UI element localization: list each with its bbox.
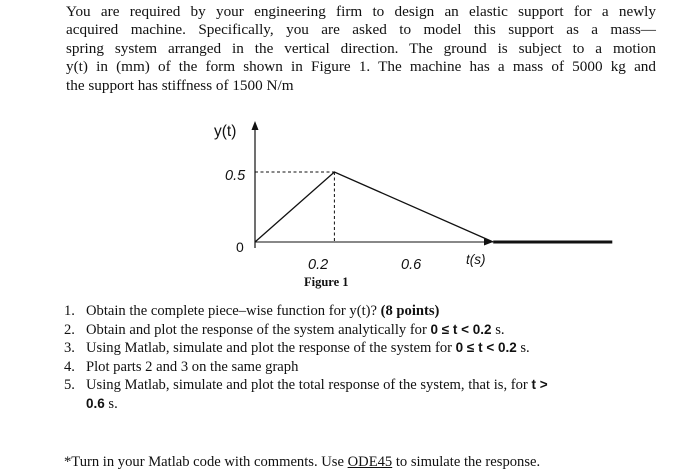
task-end: s. [491,321,505,338]
task-range-continued: 0.6 [86,395,105,411]
intro-line-1: You are required by your engineering firm to design an elastic support for a newly [66,3,656,20]
task-text: Plot parts 2 and 3 on the same graph [86,358,299,375]
intro-line-5: the support has stiffness of 1500 N/m [66,76,294,94]
footer-suffix: to simulate the response. [392,454,541,470]
task-number: 2. [64,321,75,338]
task-item-1 [64,302,664,321]
task-item-4 [64,358,664,377]
x-tick-label-0.6: 0.6 [401,257,422,273]
origin-label: 0 [236,239,244,255]
task-range: t > [531,377,548,393]
x-axis-label: t(s) [466,252,486,267]
task-text: Obtain the complete piece–wise function for y(t)? [86,303,377,319]
task-list [64,302,664,414]
task-text: Obtain and plot the response of the system analytically for [86,321,427,338]
ode45-link[interactable]: ODE45 [347,454,393,470]
signal-line [255,172,493,242]
task-points: (8 points) [380,303,440,319]
task-number: 1. [64,303,75,319]
task-text: Using Matlab, simulate and plot the total response of the system, that is, for [86,377,528,394]
submission-note [64,454,540,471]
task-number: 5. [64,377,75,394]
task-number: 3. [64,340,75,357]
task-text: Using Matlab, simulate and plot the response of the system for [86,340,452,357]
task-item-3 [64,339,664,358]
y-axis-label: y(t) [214,123,237,140]
intro-line-2: acquired machine. Specifically, you are asked to model this support as a mass— [66,21,656,39]
task-item-2 [64,321,664,340]
figure-caption: Figure 1 [304,275,349,289]
intro-line-4: y(t) in (mm) of the form shown in Figure 1. The machine has a mass of 5000 kg and [66,58,656,76]
task-end: s. [104,395,118,412]
task-item-5 [64,376,664,413]
footer-prefix: *Turn in your Matlab code with comments. Use [64,454,348,470]
y-tick-label-0.5: 0.5 [225,168,246,184]
x-tick-label-0.2: 0.2 [308,257,329,273]
task-number: 4. [64,358,75,375]
y-axis-arrow [252,121,259,130]
task-range: 0 ≤ t < 0.2 [455,340,517,356]
task-end: s. [516,340,530,357]
intro-line-3: spring system arranged in the vertical direction. The ground is subject to a motion [66,39,656,57]
task-range: 0 ≤ t < 0.2 [430,321,492,337]
